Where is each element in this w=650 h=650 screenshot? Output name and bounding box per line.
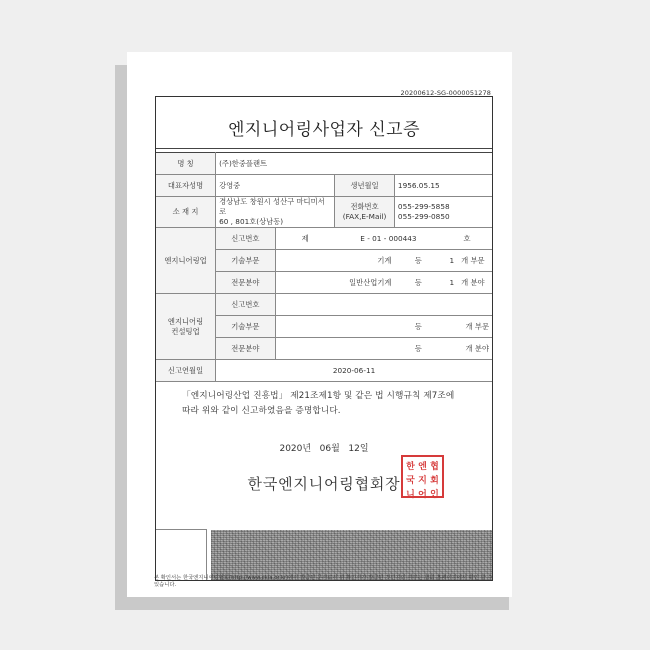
name-value: (주)한중플랜트 <box>216 153 492 175</box>
address-label: 소 재 지 <box>156 197 216 228</box>
engineering-reg-no-value: E - 01 - 000443 <box>335 228 442 250</box>
engineering-section-label: 엔지니어링업 <box>156 228 216 294</box>
consulting-spec-value <box>275 338 394 360</box>
seal-glyph: 한 <box>406 462 415 472</box>
consulting-spec-grade: 등 <box>394 338 442 360</box>
seal-glyph: 어 <box>418 490 427 500</box>
issue-date: 2020년 06월 12일 <box>279 444 369 454</box>
engineering-tech-label: 기술부문 <box>216 250 276 272</box>
table-row <box>156 175 492 197</box>
engineering-spec-unit: 개 분야 <box>461 277 485 287</box>
representative-label: 대표자성명 <box>156 175 216 197</box>
address-line-2: 60 , 801호(상남동) <box>219 217 284 226</box>
engineering-spec-count-value: 1 <box>449 277 455 287</box>
serial-number: 20200612-SG-0000051278 <box>400 89 491 97</box>
seal-glyph: 엔 <box>418 462 427 472</box>
birthdate-label: 생년월일 <box>335 175 395 197</box>
phone-label <box>335 197 395 228</box>
qr-code-placeholder <box>156 529 207 580</box>
statement-line-2: 따라 위와 같이 신고하였음을 증명합니다. <box>182 406 341 416</box>
consulting-tech-unit: 개 부문 <box>442 316 492 338</box>
consulting-label-line-1: 엔지니어링 <box>167 316 204 326</box>
address-line-1: 경상남도 창원시 성산구 마디미서로 <box>219 197 325 216</box>
engineering-spec-grade: 등 <box>394 272 442 294</box>
phone-label-line-2: (FAX,E-Mail) <box>342 212 387 221</box>
registration-table <box>156 152 492 382</box>
seal-glyph: 인 <box>430 490 439 500</box>
statement-line-1: 「엔지니어링산업 진흥법」 제21조제1항 및 같은 법 시행규칙 제7조에 <box>182 391 455 401</box>
engineering-reg-no-suffix: 호 <box>442 228 492 250</box>
representative-value: 강영중 <box>216 175 335 197</box>
table-row <box>156 153 492 175</box>
seal-glyph: 회 <box>430 476 439 486</box>
certificate-paper <box>127 52 512 597</box>
phone-value <box>394 197 492 228</box>
official-seal <box>401 455 444 498</box>
report-date-value: 2020-06-11 <box>216 360 492 382</box>
consulting-tech-label: 기술부문 <box>216 316 276 338</box>
seal-glyph: 니 <box>406 490 415 500</box>
consulting-reg-no-label: 신고번호 <box>216 294 276 316</box>
birthdate-value: 1956.05.15 <box>394 175 492 197</box>
seal-glyph: 지 <box>418 476 427 486</box>
engineering-reg-no-label: 신고번호 <box>216 228 276 250</box>
phone-label-line-1: 전화번호 <box>350 202 379 211</box>
certification-statement <box>182 389 472 419</box>
phone-line-2: 055-299-0850 <box>397 212 450 221</box>
phone-line-1: 055-299-5858 <box>397 202 450 211</box>
engineering-spec-label: 전문분야 <box>216 272 276 294</box>
address-value <box>216 197 335 228</box>
table-row <box>156 197 492 228</box>
consulting-spec-unit: 개 분야 <box>442 338 492 360</box>
engineering-spec-count <box>442 272 492 294</box>
issuer-name: 한국엔지니어링협회장 <box>247 475 401 493</box>
table-row <box>156 294 492 316</box>
seal-glyph: 협 <box>430 462 439 472</box>
table-row <box>156 228 492 250</box>
certificate-frame <box>155 96 493 581</box>
engineering-tech-value: 기계 <box>275 250 394 272</box>
seal-glyph: 국 <box>406 476 415 486</box>
consulting-label-line-2: 컨설팅업 <box>171 326 200 336</box>
security-barcode <box>211 530 492 580</box>
engineering-spec-value: 일반산업기계 <box>275 272 394 294</box>
engineering-reg-no-prefix: 제 <box>275 228 335 250</box>
consulting-tech-grade: 등 <box>394 316 442 338</box>
engineering-tech-unit: 개 부문 <box>461 255 485 265</box>
footer-notice: 본 확인서는 한국엔지니어링협회(http://www.ekia.or.kr)에서 발급된 문서로서 위 확인서가 발급된 것인지의 여부는 협회 홈페이지에서 확인 할 수 있습니다. <box>154 575 493 588</box>
engineering-tech-grade: 등 <box>394 250 442 272</box>
consulting-section-label <box>156 294 216 360</box>
table-row <box>156 360 492 382</box>
consulting-reg-no-value <box>275 294 492 316</box>
consulting-tech-value <box>275 316 394 338</box>
consulting-spec-label: 전문분야 <box>216 338 276 360</box>
certificate-title: 엔지니어링사업자 신고증 <box>227 120 421 140</box>
engineering-tech-count <box>442 250 492 272</box>
engineering-tech-count-value: 1 <box>449 255 455 265</box>
report-date-label: 신고연월일 <box>156 360 216 382</box>
name-label: 명 칭 <box>156 153 216 175</box>
title-divider <box>156 148 492 149</box>
